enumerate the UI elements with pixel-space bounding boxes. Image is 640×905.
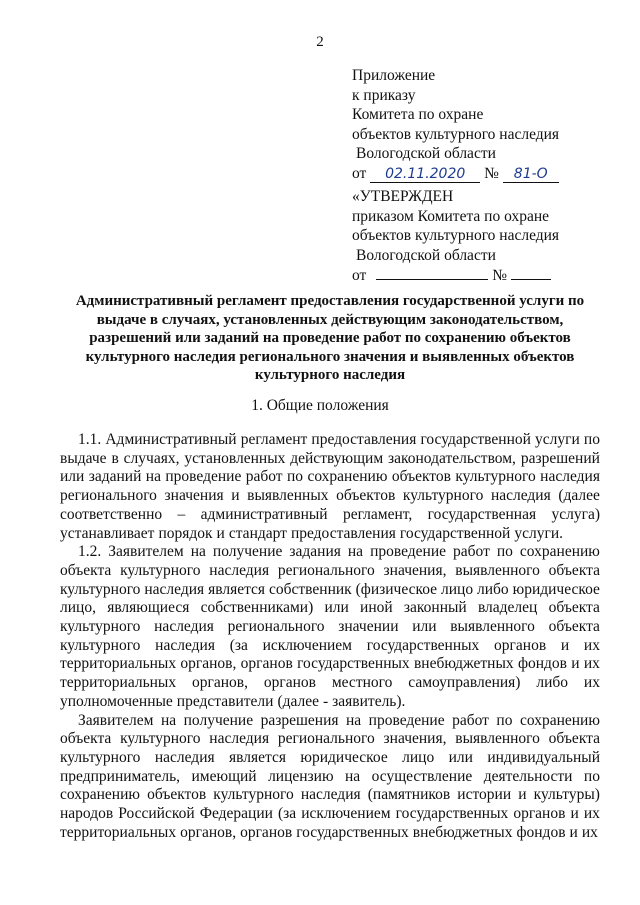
word: лицензию [268,767,334,785]
paragraph-line [60,581,600,600]
word: представители [176,692,274,710]
number-blank-underline [511,265,551,280]
word: разрешений [520,449,600,467]
word: по [496,711,513,729]
word: внебюджетных [412,823,513,841]
paragraph [60,543,600,711]
word: или [60,468,85,486]
word: и [518,786,527,804]
word: и [231,487,240,505]
word: осуществление [371,767,473,785]
appendix-date-line [352,164,559,184]
word: Федерации [199,805,273,823]
word: культурного [60,580,141,598]
word: органов [263,674,316,692]
paragraph-line [60,805,600,824]
word: государственных [395,805,509,823]
paragraph-line [60,637,600,656]
word: значения, [383,730,447,748]
word: либо [477,580,509,598]
word: значения [164,487,224,505]
paragraph-line [60,487,600,506]
word: порядок [158,524,213,542]
word: по [286,468,304,486]
word: регионального [227,618,325,636]
word: проведение [165,468,242,486]
word: работ [452,711,489,729]
word: проведение [370,543,447,561]
title-line: культурного наследия [254,367,406,383]
word: самоуправления) [408,674,521,692]
word: предоставления [290,524,396,542]
number-label: № [484,164,499,182]
word: истории [457,786,512,804]
word: получение [183,711,254,729]
word: регионального [277,730,375,748]
approved-stamp-block [352,187,559,286]
number-label: № [492,267,507,284]
word: культурного [120,730,201,748]
approved-line: объектов культурного наследия [352,227,560,244]
word: фондов [516,823,566,841]
word: Административный [105,431,237,448]
paragraph-line [60,450,600,469]
word: на [347,543,364,561]
word: культуры) [533,786,600,804]
word: органов, [180,655,237,673]
word: (за [277,805,297,823]
word: действующим [290,449,384,467]
word: культурного [213,786,294,804]
word: регионального [277,561,375,579]
word: регионального [60,487,157,505]
word: законодательством, [388,449,516,467]
word: местного [331,674,393,692]
word: органов [494,636,547,654]
word: административный [200,505,328,523]
word: соответственно [60,505,163,523]
word: являющиеся [107,599,190,617]
appendix-header [352,66,559,183]
word: проведение [368,711,445,729]
word: фондов [517,655,567,673]
section-heading: 1. Общие положения [251,397,389,414]
word: Заявителем [78,711,154,729]
word: их [583,636,600,654]
approved-line: приказом Комитета по охране [352,207,550,225]
word: юридическое [512,580,600,598]
paragraph-line [60,562,600,581]
appendix-line: к приказу [352,86,416,104]
appendix-line: Комитета по охране [352,106,484,123]
word: (памятников [367,786,451,804]
paragraph-line [60,749,600,768]
word: и [569,823,578,841]
word: получение [212,543,283,561]
paragraph-line [60,525,600,544]
word: 1.1. [78,431,102,448]
word: - [323,692,329,710]
paragraph-line [60,468,600,487]
word: и [570,805,579,823]
word: или [412,618,437,636]
word: государственных [366,636,480,654]
word: устанавливает [60,524,155,542]
word: их [581,823,598,841]
word: наследия [540,468,600,486]
paragraph-line [60,786,600,805]
paragraph-line [60,655,600,674]
title-line: Административный регламент предоставления государственной услуги по [75,293,585,309]
word: и [560,636,570,654]
word: предприниматель, [60,767,181,785]
word: культурного [402,487,484,505]
paragraph-line [60,618,600,637]
word: заявитель). [332,692,406,710]
paragraph-line [60,674,600,693]
word: наследия [154,618,214,636]
word: (физическое [355,580,438,598]
word: случаях, [123,449,180,467]
word: объектов [147,786,207,804]
word: по [583,431,600,448]
word: в [111,449,119,467]
word: значении [338,618,399,636]
page-number: 2 [316,34,324,50]
word: по [496,543,513,561]
word: Заявителем [108,543,184,561]
word: – [177,505,186,523]
paragraph [60,712,600,843]
word: лицо [441,580,474,598]
date-blank-underline [376,265,488,280]
word: органов, [191,674,248,692]
word: наследия [155,636,215,654]
paragraph-line [60,768,600,787]
word: органов, [180,823,237,841]
word: наследия [209,561,270,579]
paragraph-line [60,431,600,450]
word: лицо [402,748,435,766]
paragraph-line [60,712,600,731]
word: индивидуальный [487,748,600,766]
word: 1.2. [78,543,102,561]
word: органов [513,805,566,823]
word: государственной [399,524,511,542]
word: объекта [548,730,600,748]
word: установленных [184,449,286,467]
word: сохранению [519,543,600,561]
paragraph-line [60,599,600,618]
title-line: культурного наследия регионального значения и выявленных объектов [85,348,575,365]
word: сохранению [519,711,600,729]
word: (далее [558,487,600,505]
word: услуги [535,431,580,448]
word: или [324,599,349,617]
word: их [583,805,600,823]
word: лицо, [60,599,96,617]
word: объекта [60,730,112,748]
approved-date-line [352,265,559,286]
paragraph-line [60,824,600,843]
title-line: разрешений или заданий на проведение работ по сохранению объектов [89,330,571,346]
word: сохранению [60,786,140,804]
word: разрешения [260,711,339,729]
word: объекта [548,618,600,636]
word: внебюджетных [413,655,514,673]
word: работ [245,468,283,486]
paragraph [60,431,600,543]
word: на [345,767,361,785]
word: и [216,524,225,542]
word: культурного [455,468,536,486]
word: территориальных [60,823,177,841]
word: наследия [300,786,361,804]
word: собственник [269,580,352,598]
word: объекта [548,599,600,617]
handwritten-date: 02.11.2020 [370,166,480,183]
word: является [208,580,266,598]
word: культурного [120,561,201,579]
word: заданий [88,468,142,486]
word: государственная [427,505,537,523]
word: объектов [391,468,451,486]
word: их [583,674,600,692]
word: сохранению [307,468,388,486]
word: выдаче [60,449,107,467]
approved-line: «УТВЕРЖДЕН [352,188,454,205]
word: является [229,748,286,766]
word: предоставления [311,431,417,448]
word: наследия [154,748,215,766]
word: и [571,655,580,673]
word: выявленного [455,730,540,748]
word: регламент [240,431,308,448]
appendix-line: Приложение [352,67,436,84]
word: Российской [118,805,195,823]
word: деятельности [483,767,573,785]
word: выявленных [247,487,329,505]
word: территориальных [60,655,177,673]
word: на [190,543,206,561]
title-line: выдаче в случаях, установленных действующим законодательством, [96,311,564,328]
word: владелец [477,599,538,617]
word: стандарт [228,524,287,542]
word: территориальных [60,674,177,692]
paragraph-line [60,730,600,749]
word: собственниками) [200,599,314,617]
word: или [448,748,473,766]
word: (далее [277,692,319,710]
word: органов [240,823,293,841]
word: органов [240,655,293,673]
word: объекта [548,561,600,579]
word: законный [403,599,467,617]
word: наследия [209,730,270,748]
ot-label: от [352,164,367,182]
word: выявленного [455,561,540,579]
word: на [145,468,161,486]
word: государственных [297,655,410,673]
word: регламент, [342,505,413,523]
appendix-line: объектов культурного наследия [352,125,560,143]
word: наследия [490,487,551,505]
handwritten-number: 81-О [503,166,559,183]
word: либо [536,674,569,692]
word: (за [229,636,248,654]
document-title [60,292,600,385]
word: значения, [383,561,447,579]
paragraph-line [60,543,600,562]
word: по [583,767,600,785]
appendix-line: Вологодской области [356,145,496,162]
word: народов [60,805,114,823]
word: на [346,711,362,729]
word: задания [289,543,341,561]
word: их [583,655,600,673]
word: объекта [60,561,112,579]
approved-line: Вологодской области [356,246,496,264]
paragraph-line [60,693,600,712]
word: иной [360,599,393,617]
word: культурного [60,748,141,766]
word: работ [453,543,490,561]
word: уполномоченные [60,692,173,710]
word: государственной [420,431,531,448]
word: юридическое [300,748,388,766]
word: объектов [336,487,396,505]
word: наследия [144,580,205,598]
word: услуга) [551,505,600,523]
word: услуги. [514,524,563,542]
word: на [160,711,177,729]
word: культурного [60,636,141,654]
word: культурного [60,618,141,636]
ot-label: от [352,267,367,284]
word: имеющий [191,767,257,785]
body-text [60,431,600,842]
paragraph-line [60,506,600,525]
word: исключением [301,805,391,823]
word: исключением [262,636,352,654]
word: выявленного [450,618,535,636]
word: государственных [296,823,409,841]
